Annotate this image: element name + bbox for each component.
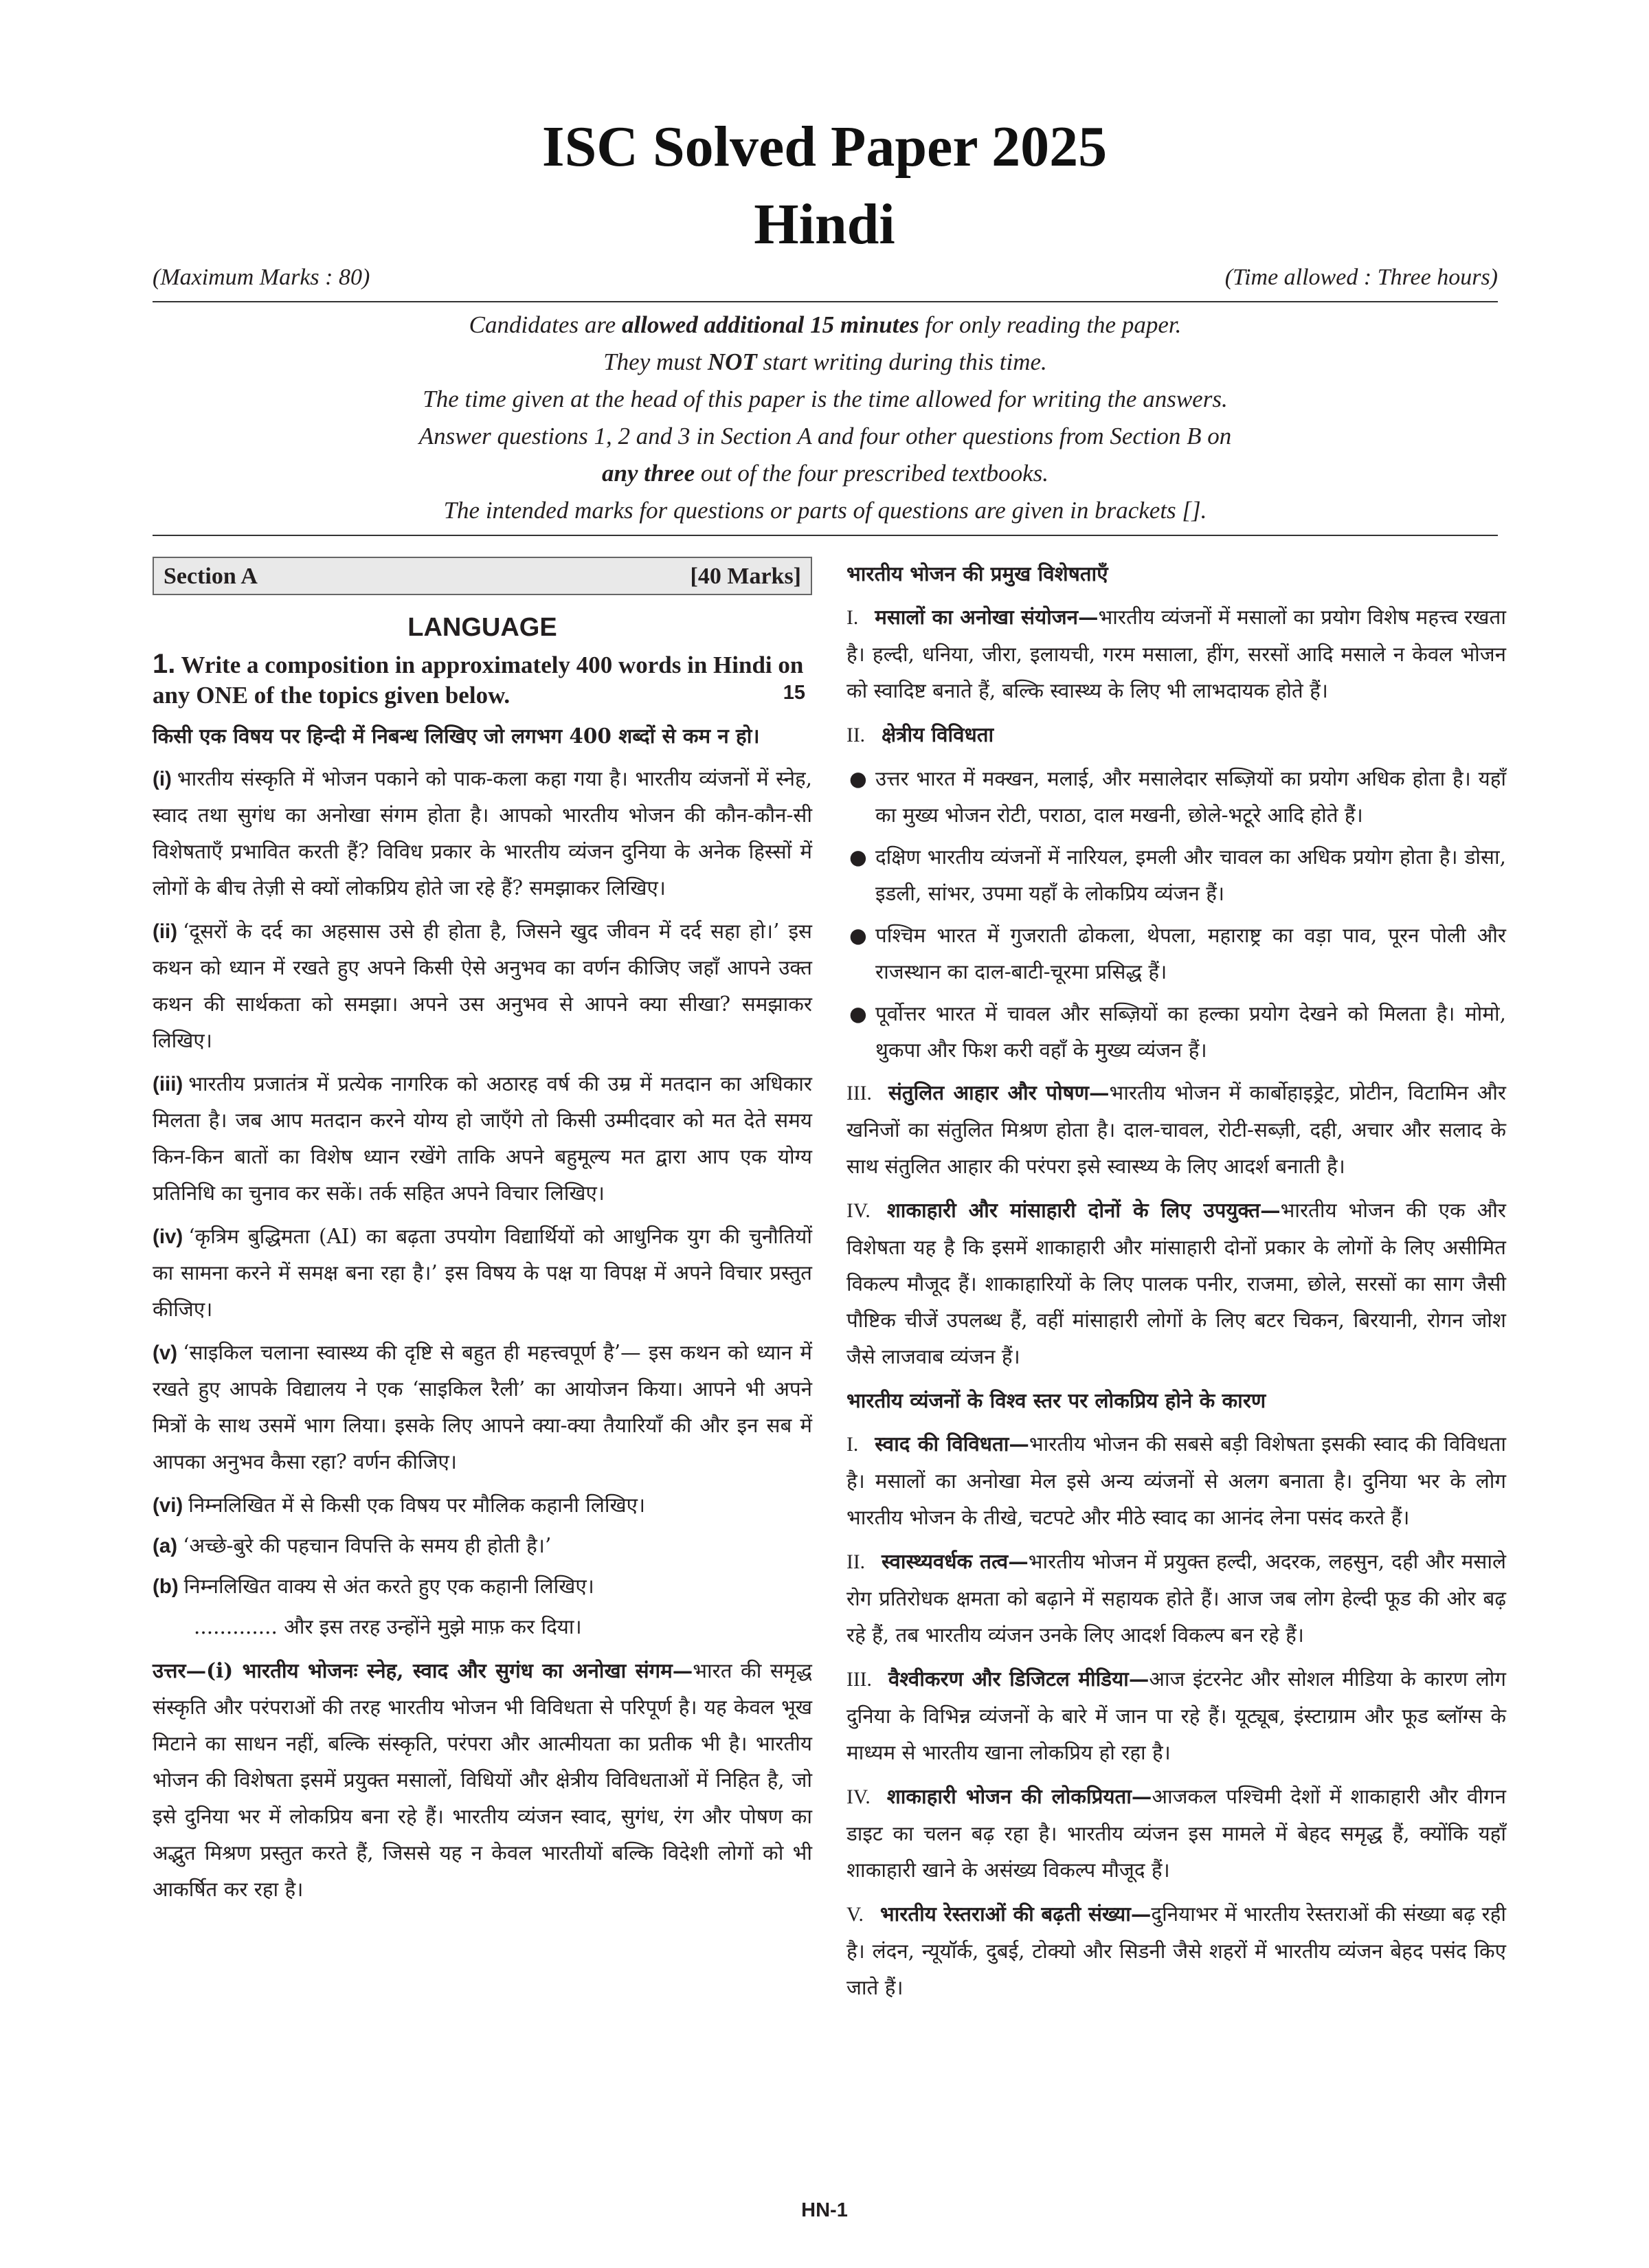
feature-item: III. संतुलित आहार और पोषण—भारतीय भोजन में कार्बोहाइड्रेट, प्रोटीन, विटामिन और खनिजों का संतुलित मिश्रण होता है। दाल-चावल, रोटी-सब्ज़ी, दही, अचार और सलाद के साथ संतुलित आहार की परंपरा इसे स्वास्थ्य के लिए आदर्श बनाती है। [846, 1080, 1506, 1178]
topic-item: (iii) भारतीय प्रजातंत्र में प्रत्येक नागरिक को अठारह वर्ष की उम्र में मतदान का अधिकार मिलता है। जब आप मतदान करने योग्य हो जाएँगे तो किसी उम्मीदवार को मत देते समय किन-किन बातों का विशेष ध्यान रखेंगे ताकि अपने बहुमूल्य मत द्वारा आप एक योग्य प्रतिनिधि का चुनाव कर सकें। तर्क सहित अपने विचार लिखिए। [153, 1072, 812, 1205]
reason-item: III. वैश्वीकरण और डिजिटल मीडिया—आज इंटरनेट और सोशल मीडिया के कारण लोग दुनिया के विभिन्न व्यंजनों के बारे में जान पा रहे हैं। यूट्यूब, इंस्टाग्राम और फूड ब्लॉग्स के माध्यम से भारतीय खाना लोकप्रिय हो रहा है। [846, 1667, 1506, 1764]
subtopic-b: (b) निम्नलिखित वाक्य से अंत करते हुए एक कहानी लिखिए। [153, 1575, 594, 1598]
subtopic-a: (a) ‘अच्छे-बुरे की पहचान विपत्ति के समय ही होती है।’ [153, 1534, 552, 1557]
reason-item: I. स्वाद की विविधता—भारतीय भोजन की सबसे बड़ी विशेषता इसकी स्वाद की विविधता है। मसालों का अनोखा मेल इसे अन्य व्यंजनों से अलग बनाता है। दुनिया भर के लोग भारतीय भोजन के तीखे, चटपटे और मीठे स्वाद का आनंद लेना पसंद करते हैं। [846, 1432, 1506, 1529]
time-allowed: (Time allowed : Three hours) [1224, 265, 1498, 290]
reasons-heading: भारतीय व्यंजनों के विश्व स्तर पर लोकप्रिय होने के कारण [846, 1388, 1266, 1412]
instruction-line-6: The intended marks for questions or parts of questions are given in brackets []. [443, 497, 1207, 524]
section-name: Section A [164, 563, 258, 589]
feature-item: I. मसालों का अनोखा संयोजन—भारतीय व्यंजनों में मसालों का प्रयोग विशेष महत्त्व रखता है। हल्दी, धनिया, जीरा, इलायची, गरम मसाला, हींग, सरसों आदि मसाले न केवल भोजन को स्वादिष्ट बनाते हैं, बल्कि स्वास्थ्य के लिए भी लाभदायक होते हैं। [846, 605, 1506, 702]
bullet-item: ● पूर्वोत्तर भारत में चावल और सब्ज़ियों का हल्का प्रयोग देखने को मिलता है। मोमो, थुकपा और फिश करी वहाँ के मुख्य व्यंजन हैं। [849, 1002, 1506, 1062]
left-column [153, 557, 812, 1915]
hindi-instruction: किसी एक विषय पर हिन्दी में निबन्ध लिखिए जो लगभग 400 शब्दों से कम न हो। [153, 724, 760, 748]
topic-item: (ii) ‘दूसरों के दर्द का अहसास उसे ही होता है, जिसने खुद जीवन में दर्द सहा हो।’ इस कथन को ध्यान में रखते हुए अपने किसी ऐसे अनुभव का वर्णन कीजिए जहाँ आपने उक्त कथन की सार्थकता को समझा। अपने उस अनुभव से आपने क्या सीखा? समझाकर लिखिए। [153, 920, 812, 1052]
bullet-item: ● पश्चिम भारत में गुजराती ढोकला, थेपला, महाराष्ट्र का वड़ा पाव, पूरन पोली और राजस्थान का दाल-बाटी-चूरमा प्रसिद्ध हैं। [849, 924, 1506, 983]
subject-title: Hindi [754, 192, 895, 256]
instruction-line-4: Answer questions 1, 2 and 3 in Section A and four other questions from Section B on [418, 423, 1232, 449]
instruction-line-1: Candidates are allowed additional 15 minutes for only reading the paper. [469, 311, 1182, 338]
paper-title: ISC Solved Paper 2025 [541, 115, 1108, 179]
question-marks: 15 [783, 682, 805, 704]
header-rule-top [153, 301, 1498, 302]
subtopic-b-line: ............. और इस तरह उन्होंने मुझे माफ़ कर दिया। [194, 1615, 582, 1638]
instruction-line-2: They must NOT start writing during this time. [603, 348, 1047, 375]
feature-item: II. क्षेत्रीय विविधता [846, 722, 994, 746]
bullet-item: ● दक्षिण भारतीय व्यंजनों में नारियल, इमली और चावल का अधिक प्रयोग होता है। डोसा, इडली, सांभर, उपमा यहाँ के लोकप्रिय व्यंजन हैं। [849, 845, 1506, 905]
header-rule-bottom [153, 535, 1498, 536]
question-1 [153, 649, 812, 711]
question-text: Write a composition in approximately 400 words in Hindi on any ONE of the topics given below. [153, 652, 804, 709]
features-heading: भारतीय भोजन की प्रमुख विशेषताएँ [846, 562, 1108, 586]
reason-item: IV. शाकाहारी भोजन की लोकप्रियता—आजकल पश्चिमी देशों में शाकाहारी और वीगन डाइट का चलन बढ़ रहा है। भारतीय व्यंजन इस मामले में बेहद समृद्ध हैं, क्योंकि यहाँ शाकाहारी खाने के असंख्य विकल्प मौजूद हैं। [846, 1784, 1506, 1882]
question-number: 1. [153, 649, 176, 679]
feature-item: IV. शाकाहारी और मांसाहारी दोनों के लिए उपयुक्त—भारतीय भोजन की एक और विशेषता यह है कि इसमें शाकाहारी और मांसाहारी दोनों प्रकार के लोगों के लिए असीमित विकल्प मौजूद हैं। शाकाहारियों के लिए पालक पनीर, राजमा, छोले, सरसों का साग जैसी पौष्टिक चीजें उपलब्ध हैं, वहीं मांसाहारी लोगों के लिए बटर चिकन, बिरयानी, रोगन जोश जैसे लाजवाब व्यंजन हैं। [846, 1198, 1506, 1368]
instruction-line-3: The time given at the head of this paper is the time allowed for writing the answers. [423, 386, 1228, 412]
topic-item: (iv) ‘कृत्रिम बुद्धिमता (AI) का बढ़ता उपयोग विद्यार्थियों को आधुनिक युग की चुनौतियों का सामना करने में समक्ष बना रहा है।’ इस विषय के पक्ष या विपक्ष में अपने विचार प्रस्तुत कीजिए। [153, 1225, 812, 1321]
marks-time-row [153, 265, 1498, 299]
bullet-item: ● उत्तर भारत में मक्खन, मलाई, और मसालेदार सब्ज़ियों का प्रयोग अधिक होता है। यहाँ का मुख्य भोजन रोटी, पराठा, दाल मखनी, छोले-भटूरे आदि होते हैं। [849, 767, 1506, 827]
answer-paragraph: उत्तर—(i) भारतीय भोजनः स्नेह, स्वाद और सुगंध का अनोखा संगम—भारत की समृद्ध संस्कृति और परंपराओं की तरह भारतीय भोजन भी विविधता से परिपूर्ण है। यह केवल भूख मिटाने का साधन नहीं, बल्कि संस्कृति, परंपरा और आत्मीयता का प्रतीक भी है। भारतीय भोजन की विशेषता इसमें प्रयुक्त मसालों, विधियों और क्षेत्रीय विविधताओं में निहित है, जो इसे दुनिया भर में लोकप्रिय बना रहे हैं। भारतीय व्यंजन स्वाद, सुगंध, रंग और पोषण का अद्भुत मिश्रण प्रस्तुत करते हैं, जिससे यह न केवल भारतीयों बल्कि विदेशी लोगों को भी आकर्षित कर रहा है। [153, 1658, 812, 1901]
topic-item: (v) ‘साइकिल चलाना स्वास्थ्य की दृष्टि से बहुत ही महत्त्वपूर्ण है’— इस कथन को ध्यान में रखते हुए आपके विद्यालय ने एक ‘साइकिल रैली’ का आयोजन किया। आपने भी अपने मित्रों के साथ उसमें भाग लिया। इसके लिए आपने क्या-क्या तैयारियाँ की और इन सब में आपका अनुभव कैसा रहा? वर्णन कीजिए। [153, 1341, 812, 1474]
instruction-line-5: any three out of the four prescribed textbooks. [601, 460, 1048, 487]
right-column [846, 555, 1506, 2013]
language-heading: LANGUAGE [407, 613, 557, 642]
topic-item: (vi) निम्नलिखित में से किसी एक विषय पर मौलिक कहानी लिखिए। [153, 1493, 646, 1517]
page-number: HN-1 [801, 2199, 848, 2221]
reason-item: II. स्वास्थ्यवर्धक तत्व—भारतीय भोजन में प्रयुक्त हल्दी, अदरक, लहसुन, दही और मसाले रोग प्रतिरोधक क्षमता को बढ़ाने में सहायक होते हैं। आज जब लोग हेल्दी फूड की ओर बढ़ रहे हैं, तब भारतीय व्यंजन उनके लिए आदर्श विकल्प बन रहे हैं। [846, 1549, 1507, 1647]
section-box [153, 557, 812, 595]
section-marks: [40 Marks] [690, 563, 801, 589]
topic-item: (i) भारतीय संस्कृति में भोजन पकाने को पाक-कला कहा गया है। भारतीय व्यंजनों में स्नेह, स्वाद तथा सुगंध का अनोखा संगम होता है। आपको भारतीय भोजन की कौन-कौन-सी विशेषताएँ प्रभावित करती हैं? विविध प्रकार के भारतीय व्यंजन दुनिया के अनेक हिस्सों में लोगों के बीच तेज़ी से क्यों लोकप्रिय होते जा रहे हैं? समझाकर लिखिए। [153, 767, 812, 900]
reason-item: V. भारतीय रेस्तराओं की बढ़ती संख्या—दुनियाभर में भारतीय रेस्तराओं की संख्या बढ़ रही है। लंदन, न्यूयॉर्क, दुबई, टोक्यो और सिडनी जैसे शहरों में भारतीय व्यंजन बेहद पसंद किए जाते हैं। [846, 1902, 1506, 1999]
max-marks: (Maximum Marks : 80) [153, 265, 370, 290]
